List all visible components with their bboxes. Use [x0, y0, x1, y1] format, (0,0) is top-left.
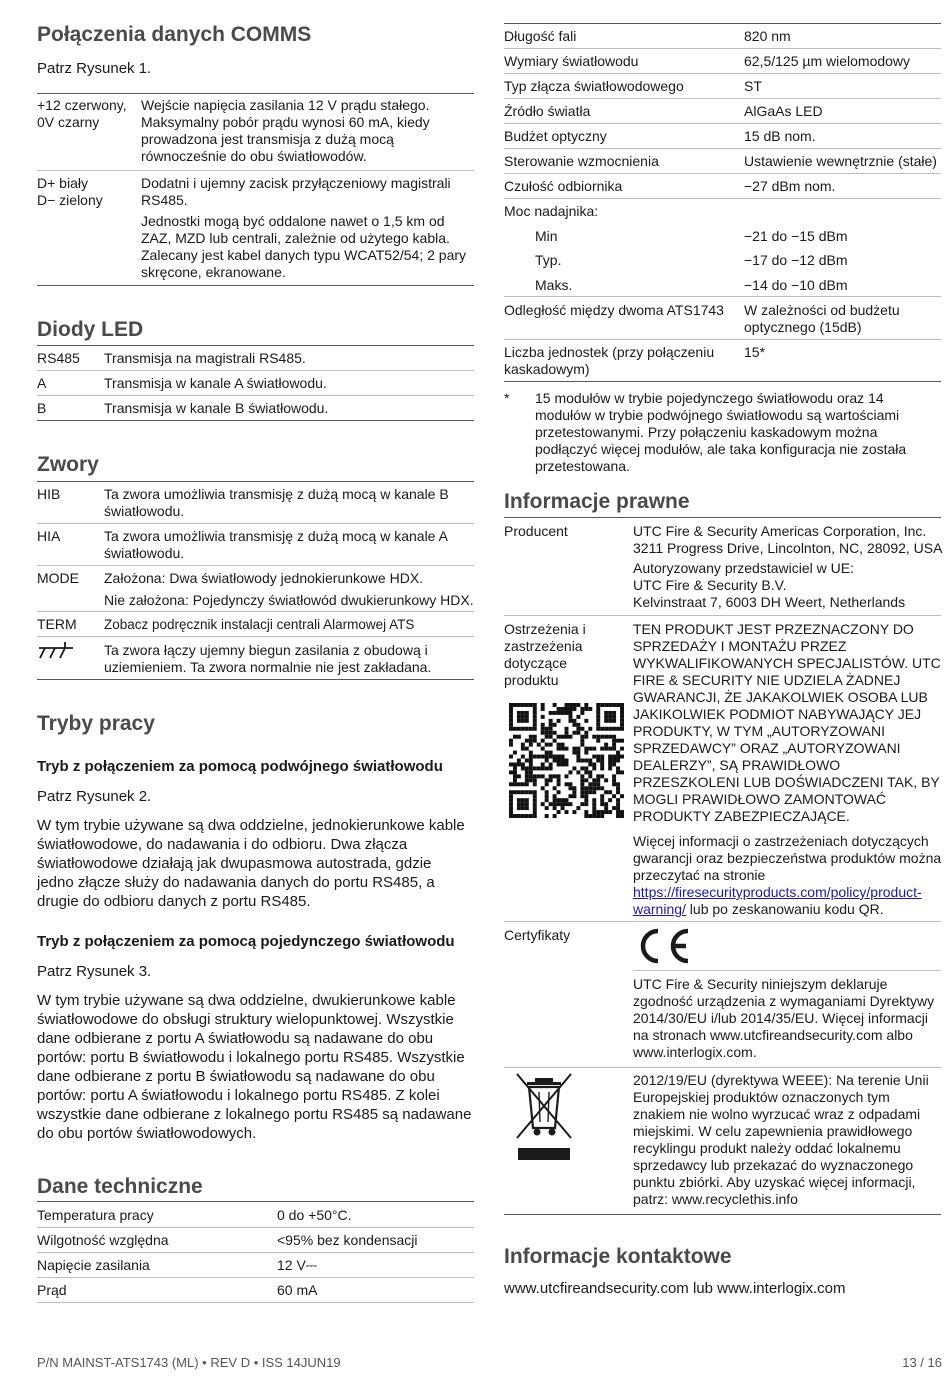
divider: [633, 970, 941, 971]
divider: [37, 285, 474, 286]
tech-label: Długość fali: [504, 28, 577, 44]
tech-label: Źródło światła: [504, 103, 591, 119]
led-label: RS485: [37, 350, 80, 366]
tech-value: Ustawienie wewnętrznie (stałe): [744, 153, 937, 169]
tech-label: Napięcie zasilania: [37, 1257, 150, 1273]
weee-text: 2012/19/EU (dyrektywa WEEE): Na terenie Unii Europejskiej produktów oznaczonych tym znakiem nie wolno wyrzucać wraz z odpadami miejskimi. W celu zapewnienia prawidłowego recyklingu produkt należy oddać lokalnemu sprzedawcy lub przekazać do wyznaczonego punktu zbiórki. Aby uzyskać więcej informacji, patrz: www.recyclethis.info: [633, 1072, 929, 1207]
jumper-desc2: Nie założona: Pojedynczy światłowód dwukierunkowy HDX.: [104, 592, 474, 608]
tech-value: AlGaAs LED: [744, 103, 823, 119]
jumper-desc: Ta zwora umożliwia transmisję z dużą mocą w kanale B światłowodu.: [104, 486, 449, 519]
comms-see: Patrz Rysunek 1.: [37, 60, 152, 77]
tech-title: Dane techniczne: [37, 1175, 203, 1198]
tech-value: W zależności od budżetu optycznego (15dB): [744, 302, 900, 335]
contact-text: www.utcfireandsecurity.com lub www.interlogix.com: [504, 1280, 846, 1297]
jumpers-title: Zwory: [37, 453, 99, 476]
divider: [504, 98, 941, 99]
divider: [504, 1067, 941, 1068]
divider: [37, 370, 474, 371]
single-text: W tym trybie używane są dwa oddzielne, dwukierunkowe kable światłowodowe do obsługi struktury wielopunktowej. Wszystkie dane odbierane z portu A światłowodu są nadawane do obu portów: portu B światłowodu i lokalnego portu RS485. Wszystkie dane odbierane z portu B światłowodu są nadawane do obu portów: portu A światłowodu i lokalnego portu RS485. Z kolei wszystkie dane odbierane z lokalnego portu RS485 są nadawane do obu portów światłowodowych.: [37, 992, 472, 1142]
footer-left: P/N MAINST-ATS1743 (ML) • REV D • ISS 14JUN19: [37, 1355, 341, 1370]
tech-value: −27 dBm nom.: [744, 178, 836, 194]
comms-row-desc: Dodatni i ujemny zacisk przyłączeniowy magistrali RS485.: [141, 175, 451, 208]
comms-row-desc2: Jednostki mogą być oddalone nawet o 1,5 km od ZAZ, MZD lub centrali, zależnie od użytego kabla. Zalecany jest kabel danych typu WCAT52/54; 2 pary skręcone, ekranowane.: [141, 213, 467, 280]
weee-bin-icon: [509, 1070, 579, 1169]
divider: [37, 93, 474, 94]
tech-value: 62,5/125 µm wielomodowy: [744, 53, 911, 69]
tech-value: 12 V⎓: [277, 1257, 317, 1273]
qr-code-icon[interactable]: [509, 703, 624, 818]
single-see: Patrz Rysunek 3.: [37, 963, 152, 980]
dual-heading: Tryb z połączeniem za pomocą podwójnego światłowodu: [37, 758, 443, 775]
led-desc: Transmisja w kanale B światłowodu.: [104, 400, 329, 416]
tech-label: Prąd: [37, 1282, 67, 1298]
divider: [37, 565, 474, 566]
divider: [37, 1277, 474, 1278]
single-heading: Tryb z połączeniem za pomocą pojedynczego światłowodu: [37, 933, 455, 950]
led-desc: Transmisja w kanale A światłowodu.: [104, 375, 327, 391]
jumper-desc: Ta zwora umożliwia transmisję z dużą mocą w kanale A światłowodu.: [104, 528, 448, 561]
tech-value: <95% bez kondensacji: [277, 1232, 418, 1248]
tech-label: Liczba jednostek (przy połączeniu kaskadowym): [504, 344, 715, 377]
divider: [37, 1302, 474, 1303]
ce-mark-icon: [634, 926, 694, 970]
tx-row-label: Min: [535, 228, 558, 244]
divider: [504, 48, 941, 49]
footnote: 15 modułów w trybie pojedynczego światłowodu oraz 14 modułów w trybie podwójnego światłowodu są wartościami przetestowanymi. Przy połączeniu kaskadowym można podłączyć więcej modułów, ale taka konfiguracja nie została przetestowana.: [535, 390, 907, 474]
tech-value: 820 nm: [744, 28, 791, 44]
divider: [37, 395, 474, 396]
led-label: B: [37, 400, 47, 416]
contact-title: Informacje kontaktowe: [504, 1245, 732, 1268]
tech-value: 60 mA: [277, 1282, 318, 1298]
led-desc: Transmisja na magistrali RS485.: [104, 350, 306, 366]
tech-label: Temperatura pracy: [37, 1207, 154, 1223]
tech-label: Wilgotność względna: [37, 1232, 169, 1248]
tx-label: Moc nadajnika:: [504, 203, 599, 219]
tech-label: Budżet optyczny: [504, 128, 607, 144]
rep-text: Autoryzowany przedstawiciel w UE: UTC Fire & Security B.V. Kelvinstraat 7, 6003 DH Weert, Netherlands: [633, 560, 906, 610]
divider: [504, 296, 941, 297]
tx-row-label: Maks.: [535, 277, 573, 293]
tech-value: 15 dB nom.: [744, 128, 816, 144]
divider: [504, 921, 941, 922]
divider: [37, 481, 474, 482]
legal-title: Informacje prawne: [504, 490, 690, 513]
tech-label: Typ złącza światłowodowego: [504, 78, 684, 94]
tx-row-value: −17 do −12 dBm: [744, 252, 848, 268]
jumper-desc: Ta zwora łączy ujemny biegun zasilania z obudową i uziemieniem. Ta zwora normalnie nie jest zakładana.: [104, 642, 432, 675]
modes-title: Tryby pracy: [37, 712, 155, 735]
ground-symbol-icon: [37, 640, 77, 668]
tech-value: ST: [744, 78, 762, 94]
cert-label: Certyfikaty: [504, 927, 571, 943]
comms-title: Połączenia danych COMMS: [37, 23, 312, 46]
divider: [37, 636, 474, 637]
led-label: A: [37, 375, 47, 391]
divider: [504, 123, 941, 124]
footnote-mark: *: [504, 390, 510, 406]
warn-more: Więcej informacji o zastrzeżeniach dotyczących gwarancji oraz bezpieczeństwa produktów można przeczytać na stronie https://firesecurityproducts.com/policy/product-warning/ lub po zeskanowaniu kodu QR.: [633, 833, 942, 917]
jumper-label: HIA: [37, 528, 61, 544]
divider: [504, 615, 941, 616]
jumper-label: MODE: [37, 570, 79, 586]
jumper-label: HIB: [37, 486, 61, 502]
divider: [504, 339, 941, 340]
divider: [504, 198, 941, 199]
comms-row-label: D+ biały D− zielony: [37, 175, 103, 208]
dual-see: Patrz Rysunek 2.: [37, 788, 152, 805]
warn-caps: TEN PRODUKT JEST PRZEZNACZONY DO SPRZEDAŻY I MONTAŻU PRZEZ WYKWALIFIKOWANYCH SPECJALISTÓW. UTC FIRE & SECURITY NIE UDZIELA ŻADNEJ GWARANCJI, ŻE JAKAKOLWIEK OSOBA LUB JAKIKOLWIEK PODMIOT NABYWAJĄCY JEJ PRODUKTY, W TYM „AUTORYZOWANI SPRZEDAWCY” ORAZ „AUTORYZOWANI DEALERZY”, SĄ PRAWIDŁOWO PRZESZKOLENI LUB DOŚWIADCZENI TAK, BY MOGLI PRAWIDŁOWO ZAMONTOWAĆ PRODUKTY ZABEZPIECZAJĄCE.: [633, 621, 941, 824]
producer-text: UTC Fire & Security Americas Corporation, Inc. 3211 Progress Drive, Lincolnton, NC, 28092, USA: [633, 523, 943, 556]
tx-row-label: Typ.: [535, 252, 562, 268]
divider: [37, 611, 474, 612]
tech-label: Odległość między dwoma ATS1743: [504, 302, 724, 318]
divider: [504, 173, 941, 174]
warn-label: Ostrzeżenia i zastrzeżenia dotyczące produktu: [504, 621, 586, 688]
divider: [37, 523, 474, 524]
divider: [37, 420, 474, 421]
tech-label: Czułość odbiornika: [504, 178, 623, 194]
jumper-label: TERM: [37, 616, 77, 632]
tech-label: Sterowanie wzmocnienia: [504, 153, 659, 169]
jumper-desc: Zobacz podręcznik instalacji centrali Alarmowej ATS: [104, 617, 415, 632]
producer-label: Producent: [504, 523, 568, 539]
divider: [37, 679, 474, 680]
divider: [504, 23, 941, 24]
cert-text: UTC Fire & Security niniejszym deklaruje zgodność urządzenia z wymaganiami Dyrektywy 2014/30/EU i/lub 2014/35/EU. Więcej informacji na stronach www.utcfireandsecurity.com albo www.interlogix.com.: [633, 976, 935, 1060]
divider: [37, 1227, 474, 1228]
divider: [504, 73, 941, 74]
leds-title: Diody LED: [37, 318, 144, 341]
tech-value: 0 do +50°C.: [277, 1207, 352, 1223]
divider: [504, 381, 941, 382]
page-number: 13 / 16: [902, 1355, 942, 1370]
tx-row-value: −14 do −10 dBm: [744, 277, 848, 293]
warning-link[interactable]: https://firesecurityproducts.com/policy/product-warning/: [633, 884, 922, 917]
divider: [37, 170, 474, 171]
divider: [37, 345, 474, 346]
divider: [504, 1214, 941, 1215]
comms-row-desc: Wejście napięcia zasilania 12 V prądu stałego. Maksymalny pobór prądu wynosi 60 mA, kiedy prowadzona jest transmisja z dużą mocą równocześnie do obu światłowodów.: [141, 97, 430, 164]
divider: [504, 517, 941, 518]
tech-value: 15*: [744, 344, 766, 360]
jumper-desc: Założona: Dwa światłowody jednokierunkowe HDX.: [104, 570, 424, 586]
divider: [37, 1201, 474, 1202]
divider: [504, 148, 941, 149]
divider: [37, 1252, 474, 1253]
tech-label: Wymiary światłowodu: [504, 53, 639, 69]
comms-row-label: +12 czerwony, 0V czarny: [37, 97, 127, 130]
tx-row-value: −21 do −15 dBm: [744, 228, 848, 244]
dual-text: W tym trybie używane są dwa oddzielne, jednokierunkowe kable światłowodowe, do nadawania i do odbioru. Dwa złącza światłowodowe działają jak dwupasmowa autostrada, gdzie jedno złącze służy do nadawania danych do portu RS485, a drugie do odbioru danych z portu RS485.: [37, 817, 465, 910]
